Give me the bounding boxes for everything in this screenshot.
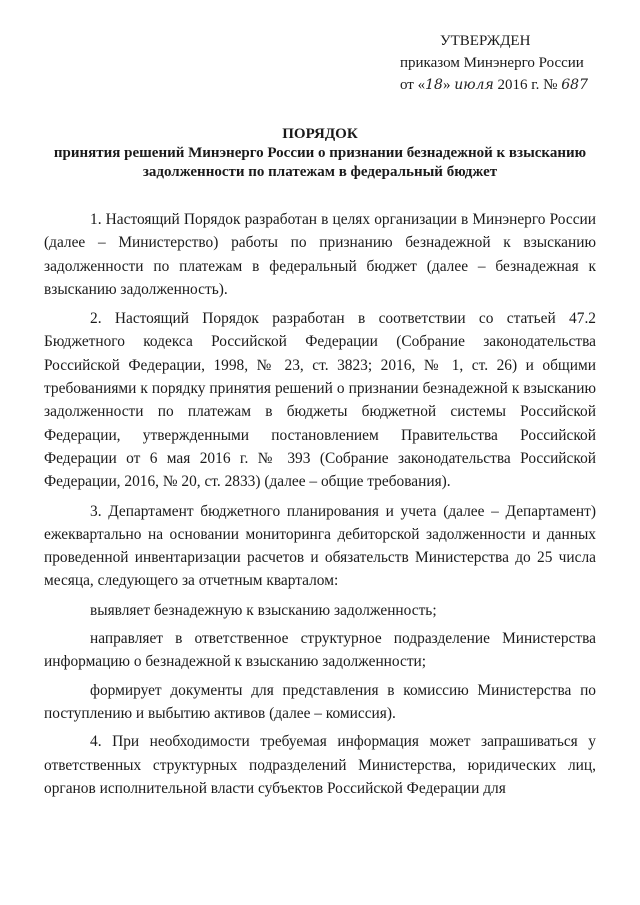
approval-stamp [400, 30, 632, 96]
document-title [44, 124, 596, 182]
document-body [44, 208, 596, 806]
approval-status: УТВЕРЖДЕН [440, 33, 531, 49]
handwritten-month: июля [454, 77, 494, 93]
paragraph-2: 2. Настоящий Порядок разработан в соответствии со статьей 47.2 Бюджетного кодекса Российской Федерации (Собрание законодательства Российской Федерации, 1998, № 23, ст. 3823; 2016, № 1, ст. 26) и общими требованиями к порядку принятия решений о признании безнадежной к взысканию задолженности по платежам в бюджеты бюджетной системы Российской Федерации, утвержденными постановлением Правительства Российской Федерации от 6 мая 2016 г. № 393 (Собрание законодательства Российской Федерации, 2016, № 20, ст. 2833) (далее – общие требования). [44, 310, 596, 491]
paragraph-3-item-2: направляет в ответственное структурное подразделение Министерства информацию о безнадежной к взысканию задолженности; [44, 630, 596, 671]
paragraph-4: 4. При необходимости требуемая информация может запрашиваться у ответственных структурных подразделений Министерства, юридических лиц, органов исполнительной власти субъектов Российской Федерации для [44, 733, 596, 797]
date-prefix: от « [400, 77, 426, 93]
paragraph-3: 3. Департамент бюджетного планирования и учета (далее – Департамент) ежеквартально на основании мониторинга дебиторской задолженности и данных проведенной инвентаризации расчетов и обязательств Министерства до 25 числа месяца, следующего за отчетным кварталом: [44, 502, 596, 590]
date-mid: » [442, 77, 455, 93]
paragraph-1: 1. Настоящий Порядок разработан в целях организации в Минэнерго России (далее – Министерство) работы по признанию безнадежной к взысканию задолженности по платежам в федеральный бюджет (далее – безнадежная к взысканию задолженность). [44, 211, 596, 298]
paragraph-3-item-3: формирует документы для представления в комиссию Министерства по поступлению и выбытию активов (далее – комиссия). [44, 681, 596, 722]
date-suffix: 2016 г. № [493, 77, 562, 93]
handwritten-number: 687 [561, 77, 588, 93]
paragraph-3-item-1: выявляет безнадежную к взысканию задолженность; [90, 601, 437, 619]
title-subtitle-line-2: задолженности по платежам в федеральный бюджет [142, 164, 498, 180]
title-main: ПОРЯДОК [282, 126, 358, 142]
approval-date [400, 74, 632, 96]
approval-order: приказом Минэнерго России [400, 55, 584, 71]
handwritten-day: 18 [425, 77, 443, 93]
title-subtitle-line-1: принятия решений Минэнерго России о признании безнадежной к взысканию [53, 145, 587, 161]
